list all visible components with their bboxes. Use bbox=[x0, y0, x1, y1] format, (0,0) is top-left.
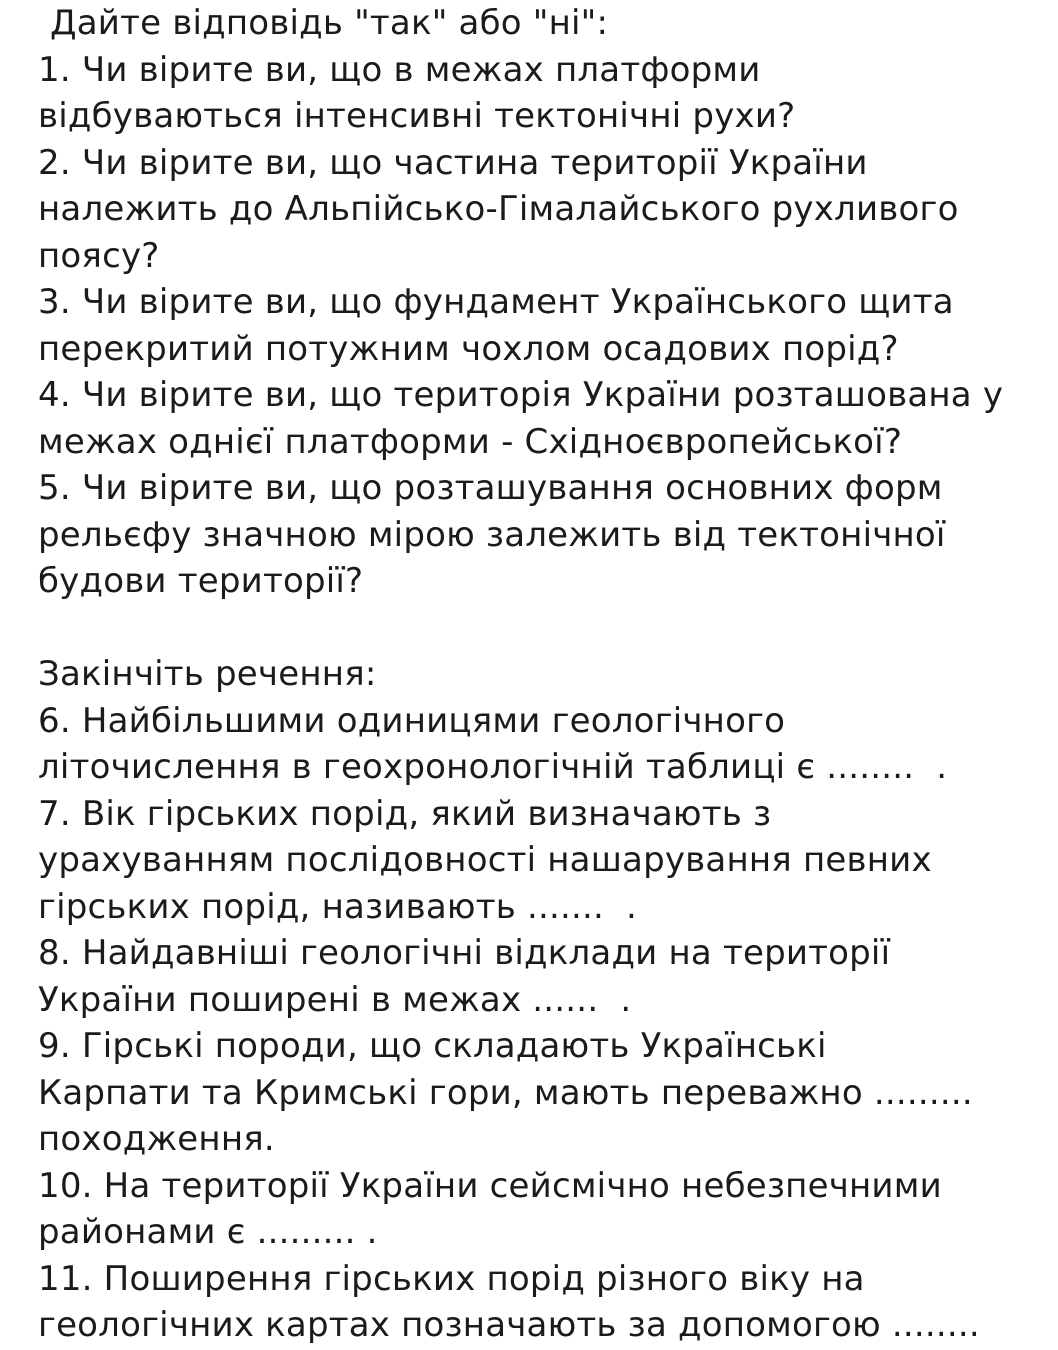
q9-line1: 9. Гірські породи, що складають Українські bbox=[38, 1026, 827, 1066]
q5-line1: 5. Чи вірите ви, що розташування основних форм bbox=[38, 468, 943, 508]
q7-line1: 7. Вік гірських порід, який визначають з bbox=[38, 793, 772, 834]
q3-line1: 3. Чи вірите ви, що фундамент Українського щита bbox=[38, 282, 954, 322]
q1-line1: 1. Чи вірите ви, що в межах платформи bbox=[38, 49, 761, 90]
q11-line1: 11. Поширення гірських порід різного віку на bbox=[38, 1258, 865, 1299]
section2-heading: Закінчіть речення: bbox=[38, 654, 377, 694]
q9-line3: походження. bbox=[38, 1119, 275, 1159]
q10-line2: районами є ......... . bbox=[38, 1212, 378, 1252]
q2-line3: поясу? bbox=[38, 235, 160, 276]
q7-line2: урахуванням послідовності нашарування певних bbox=[38, 840, 932, 880]
q2-line1: 2. Чи вірите ви, що частина території України bbox=[38, 142, 868, 183]
question-sheet bbox=[38, 0, 1053, 1349]
q7-line3: гірських порід, називають ....... . bbox=[38, 886, 638, 927]
q6-line1: 6. Найбільшими одиницями геологічного bbox=[38, 700, 786, 741]
q8-line2: України поширені в межах ...... . bbox=[38, 979, 632, 1020]
q5-line2: рельєфу значною мірою залежить від тектонічної bbox=[38, 514, 946, 555]
q11-line2: геологічних картах позначають за допомогою ........ bbox=[38, 1305, 980, 1345]
q8-line1: 8. Найдавніші геологічні відклади на території bbox=[38, 933, 891, 973]
q10-line1: 10. На території України сейсмічно небезпечними bbox=[38, 1165, 942, 1206]
q4-line2: межах однієї платформи - Східноєвропейської? bbox=[38, 421, 903, 462]
q2-line2: належить до Альпійсько-Гімалайського рухливого bbox=[38, 189, 959, 229]
q5-line3: будови території? bbox=[38, 561, 364, 601]
q3-line2: перекритий потужним чохлом осадових порід? bbox=[38, 328, 899, 369]
section-spacer bbox=[38, 605, 1053, 652]
q9-line2: Карпати та Кримські гори, мають переважно ......... bbox=[38, 1072, 973, 1113]
q4-line1: 4. Чи вірите ви, що територія України розташована у bbox=[38, 375, 1004, 415]
q6-line2: літочислення в геохронологічній таблиці є ........ . bbox=[38, 747, 948, 787]
q1-line2: відбуваються інтенсивні тектонічні рухи? bbox=[38, 96, 796, 136]
section1-heading: Дайте відповідь "так" або "ні": bbox=[50, 3, 609, 43]
